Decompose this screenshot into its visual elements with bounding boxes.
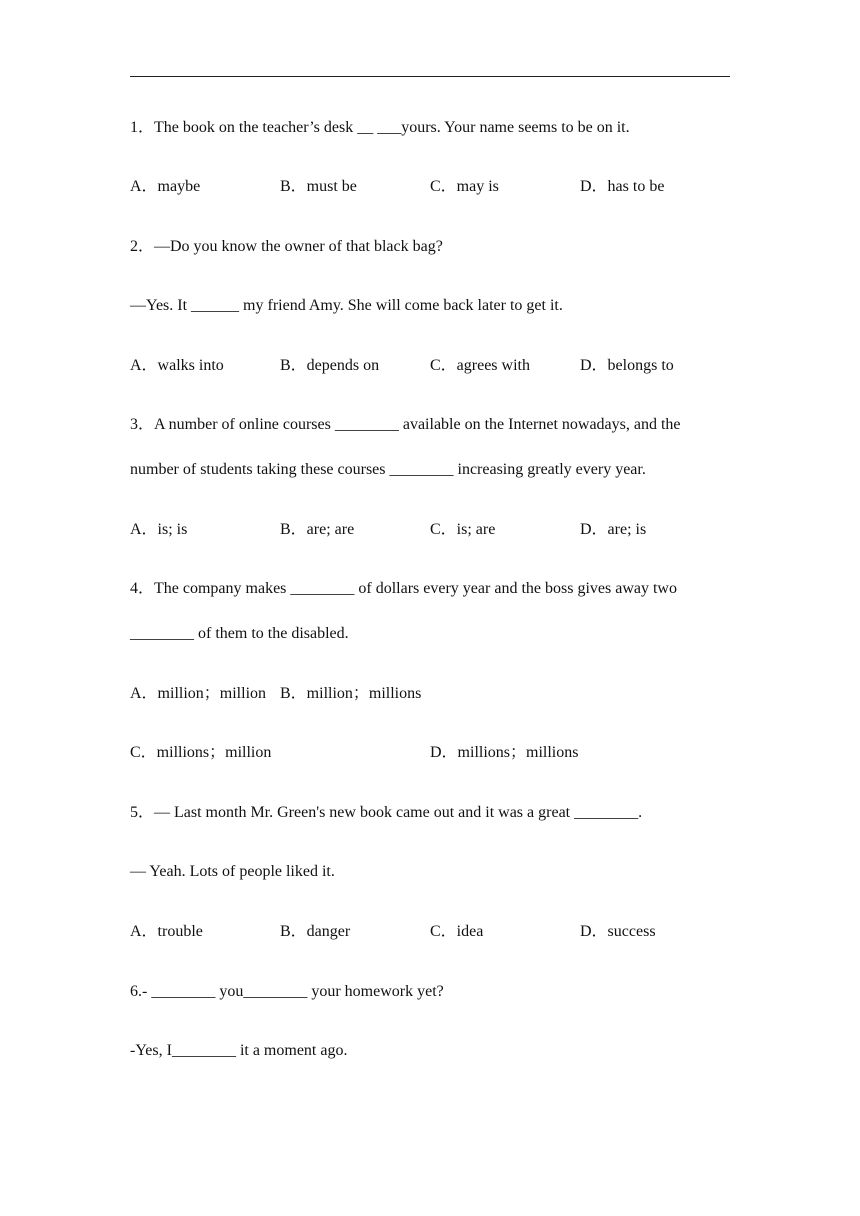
question-5-option-a: A．trouble — [130, 923, 203, 940]
question-4-stem: 4．The company makes ________ of dollars every year and the boss gives away two — [130, 580, 677, 597]
question-3-stem-continued: number of students taking these courses ________ increasing greatly every year. — [130, 461, 646, 478]
question-4-option-c: C．millions；million — [130, 744, 272, 761]
header-rule — [130, 76, 730, 77]
question-3-option-d: D．are; is — [580, 521, 647, 538]
question-2-option-b: B．depends on — [280, 357, 380, 374]
question-4-stem-continued: ________ of them to the disabled. — [130, 625, 349, 642]
question-5-stem: 5．— Last month Mr. Green's new book came out and it was a great ________. — [130, 804, 643, 821]
question-3-option-a: A．is; is — [130, 521, 188, 538]
question-4-option-d: D．millions；millions — [430, 744, 579, 761]
question-3-option-b: B．are; are — [280, 521, 355, 538]
question-4-option-a: A．million；million — [130, 685, 267, 702]
question-2-reply: —Yes. It ______ my friend Amy. She will come back later to get it. — [130, 297, 563, 314]
question-5-option-b: B．danger — [280, 923, 351, 940]
question-6-stem: 6.- ________ you________ your homework yet? — [130, 983, 444, 1000]
question-2-option-d: D．belongs to — [580, 357, 674, 374]
question-2-option-a: A．walks into — [130, 357, 224, 374]
question-5-option-c: C．idea — [430, 923, 484, 940]
question-2-stem: 2．—Do you know the owner of that black bag? — [130, 238, 443, 255]
question-1-option-a: A．maybe — [130, 178, 201, 195]
question-5-reply: — Yeah. Lots of people liked it. — [130, 863, 335, 880]
question-3-option-c: C．is; are — [430, 521, 496, 538]
question-2-option-c: C．agrees with — [430, 357, 530, 374]
question-1-option-d: D．has to be — [580, 178, 665, 195]
question-1-stem: 1．The book on the teacher’s desk __ ___yours. Your name seems to be on it. — [130, 119, 630, 136]
question-5-option-d: D．success — [580, 923, 656, 940]
question-3-stem: 3．A number of online courses ________ available on the Internet nowadays, and the — [130, 416, 681, 433]
question-4-option-b: B．million；millions — [280, 685, 422, 702]
question-1-option-b: B．must be — [280, 178, 357, 195]
question-6-reply: -Yes, I________ it a moment ago. — [130, 1042, 348, 1059]
question-1-option-c: C．may is — [430, 178, 499, 195]
